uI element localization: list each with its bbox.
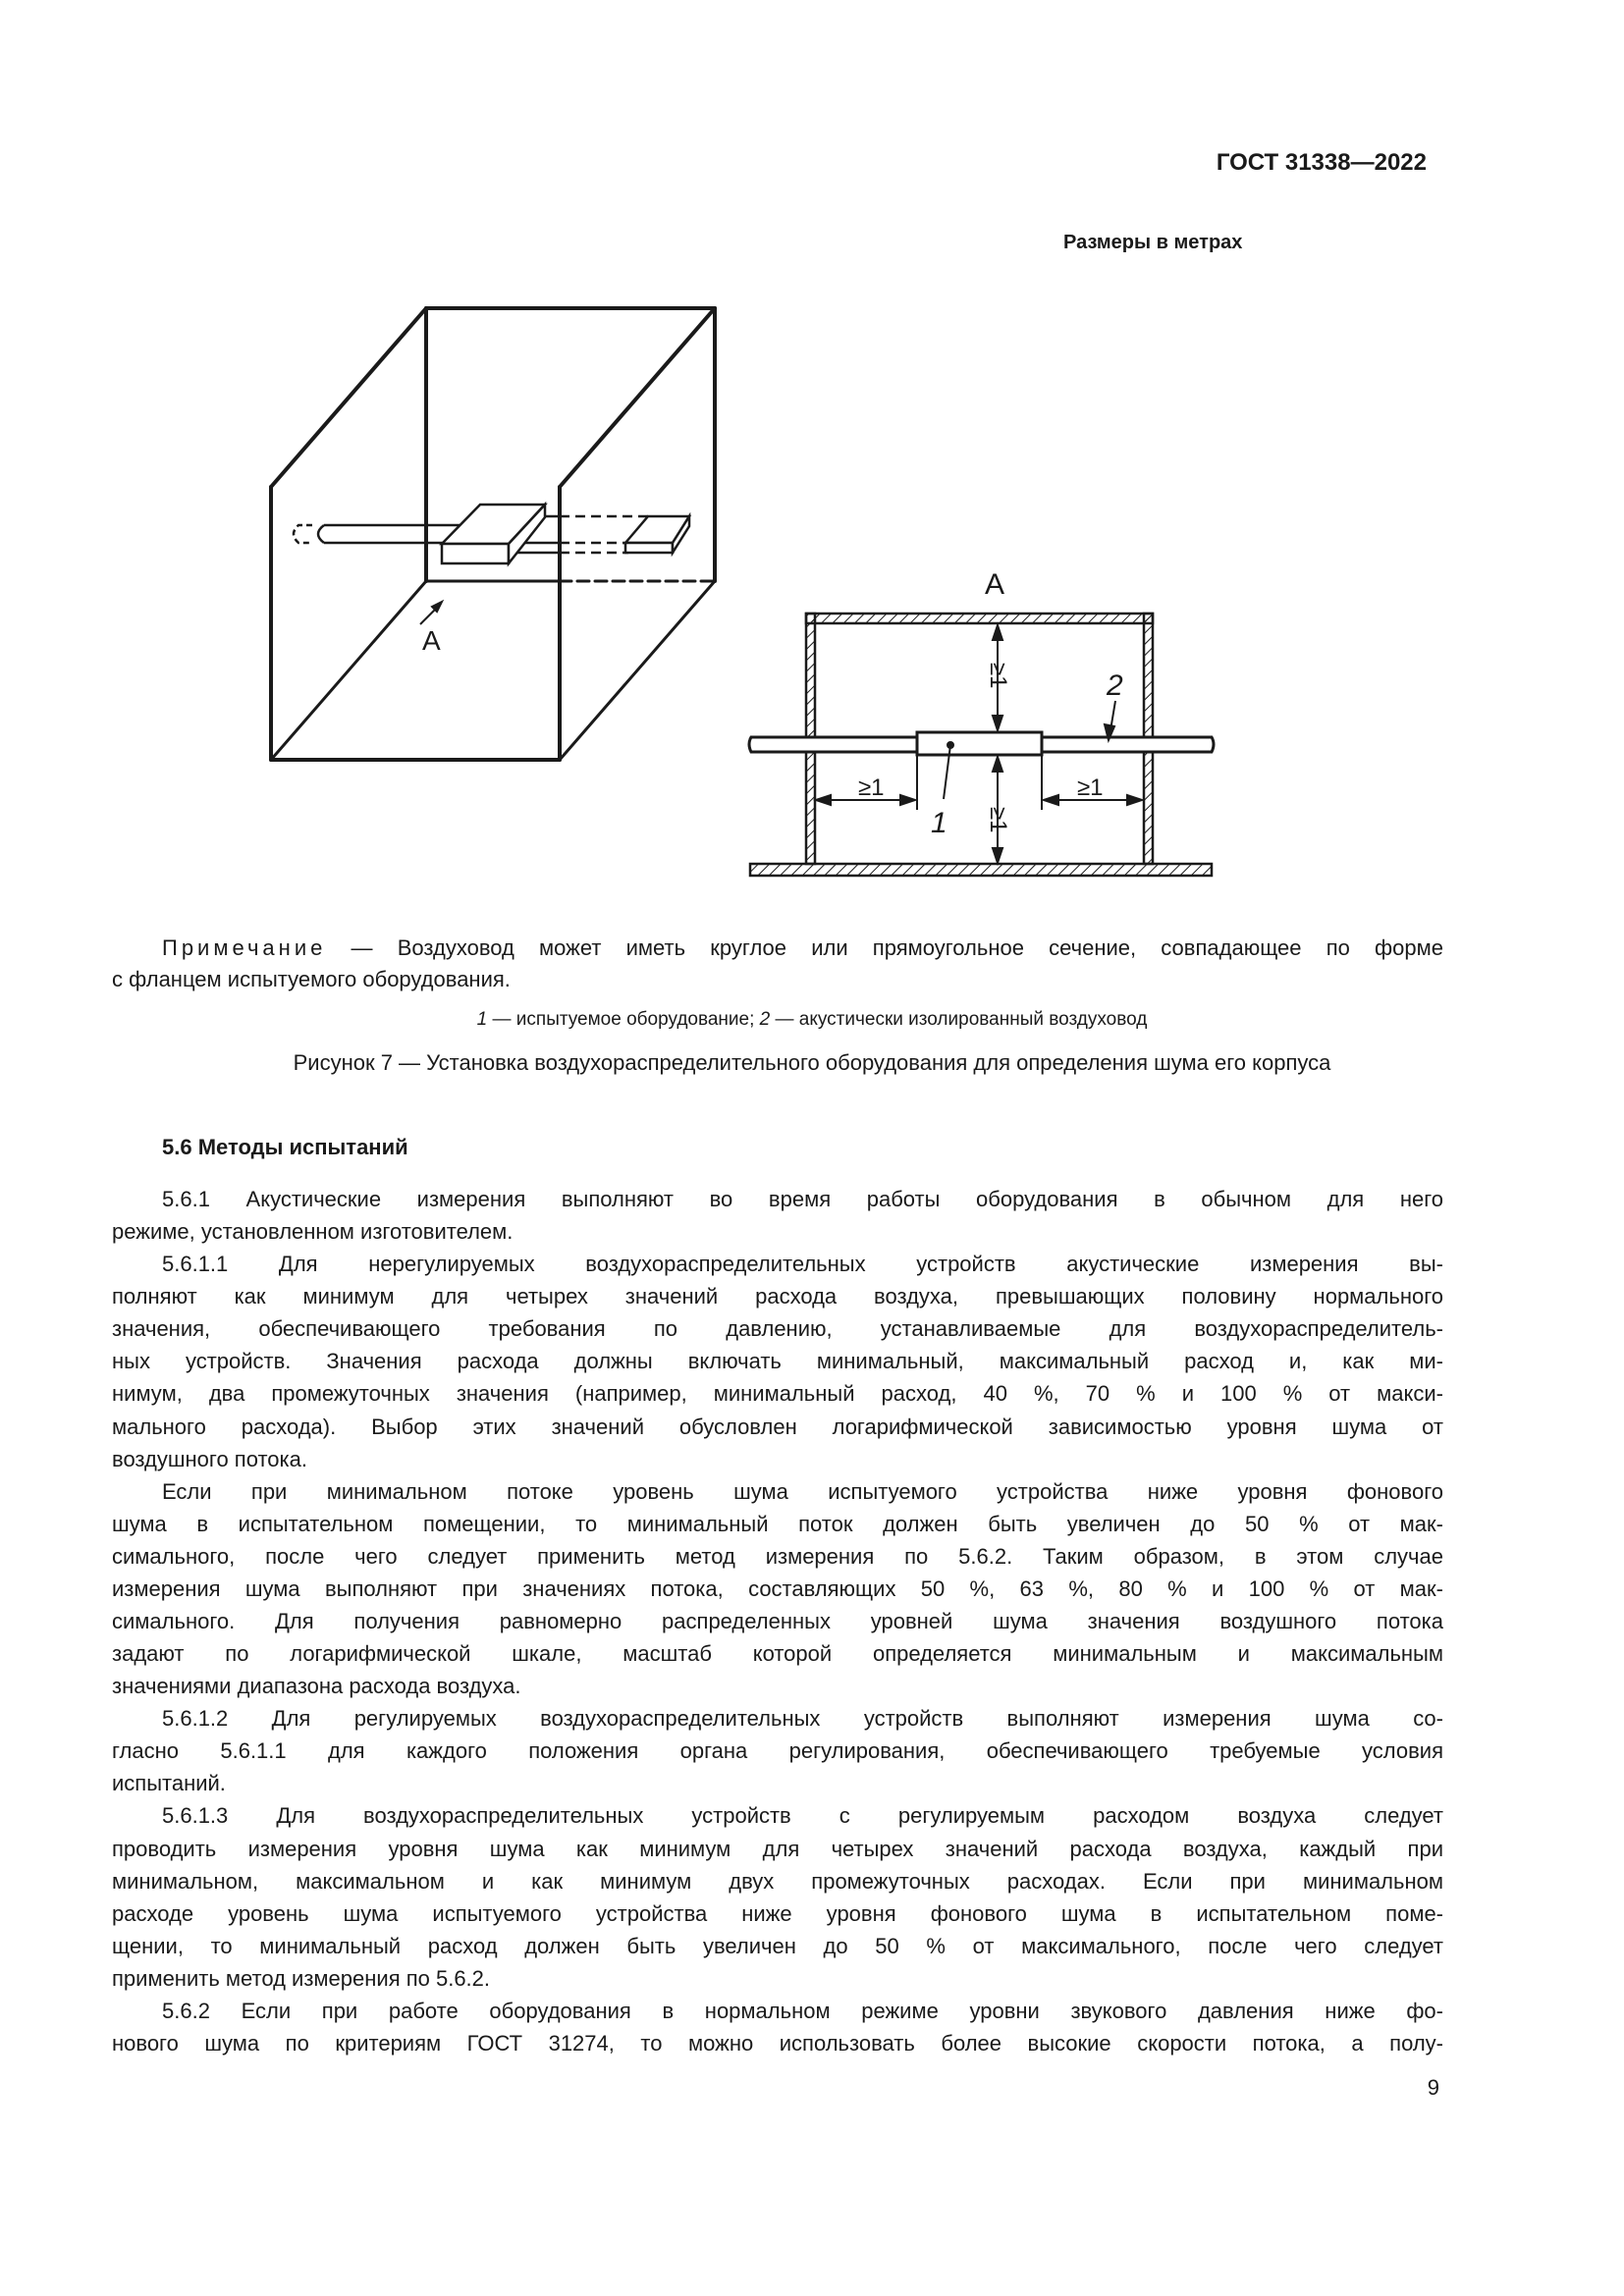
callout-2-label: 2 <box>1107 669 1123 702</box>
paragraph-line: воздушного потока. <box>112 1446 307 1471</box>
paragraph-line: проводить измерения уровня шума как минимум для четырех значений расхода воздуха, каждый при <box>112 1836 1443 1861</box>
paragraph-line: Если при минимальном потоке уровень шума испытуемого устройства ниже уровня фонового <box>162 1478 1443 1504</box>
figure-7-diagram <box>0 0 1624 942</box>
paragraph-line: применить метод измерения по 5.6.2. <box>112 1965 491 1991</box>
paragraph <box>112 1995 1443 2059</box>
figure-caption: Рисунок 7 — Установка воздухораспределительного оборудования для определения шума его корпуса <box>293 1050 1331 1075</box>
paragraph-line: шума в испытательном помещении, то минимальный поток должен быть увеличен до 50 % от мак- <box>112 1511 1443 1536</box>
paragraph-line: значения, обеспечивающего требования по давлению, устанавливаемые для воздухораспределитель- <box>112 1316 1443 1342</box>
note-line-2: с фланцем испытуемого оборудования. <box>112 967 511 991</box>
isometric-duct-and-device <box>294 505 689 563</box>
section-heading: 5.6 Методы испытаний <box>162 1135 408 1159</box>
legend-key-1: 1 <box>476 1009 488 1030</box>
paragraph-line: симального, после чего следует применить метод измерения по 5.6.2. Таким образом, в этом случае <box>112 1543 1443 1569</box>
legend-text-1: — испытуемое оборудование; <box>487 1009 760 1030</box>
paragraph-line: испытаний. <box>112 1771 226 1796</box>
paragraph <box>112 1183 1443 1248</box>
paragraph-line: значениями диапазона расхода воздуха. <box>112 1674 521 1699</box>
view-a-arrow-label: A <box>422 625 441 656</box>
paragraph-line: гласно 5.6.1.1 для каждого положения органа регулирования, обеспечивающего требуемые условия <box>112 1738 1443 1764</box>
figure-legend <box>0 1009 1624 1031</box>
paragraph-line: режиме, установленном изготовителем. <box>112 1219 514 1245</box>
body-text <box>112 1183 1443 2059</box>
paragraph <box>112 1799 1443 1994</box>
callout-1-label: 1 <box>931 807 947 839</box>
paragraph-line: расходе уровень шума испытуемого устройства ниже уровня фонового шума в испытательном поме- <box>112 1900 1443 1926</box>
paragraph-line: 5.6.1.1 Для нерегулируемых воздухораспределительных устройств акустические измерения вы- <box>162 1252 1443 1277</box>
paragraph-line: измерения шума выполняют при значениях потока, составляющих 50 %, 63 %, 80 % и 100 % от мак- <box>112 1575 1443 1601</box>
page-number: 9 <box>1427 2075 1439 2100</box>
dimensions-units-note: Размеры в метрах <box>1063 232 1243 253</box>
paragraph-line: нимум, два промежуточных значения (например, минимальный расход, 40 %, 70 % и 100 % от макси- <box>112 1381 1443 1407</box>
paragraph-line: нового шума по критериям ГОСТ 31274, то можно использовать более высокие скорости потока, а полу- <box>112 2031 1443 2056</box>
dimension-left-label: ≥1 <box>858 774 885 801</box>
paragraph <box>112 1248 1443 1475</box>
figure-note <box>112 933 1443 995</box>
dimension-bottom-label: ≥1 <box>985 807 1011 833</box>
paragraph-line: 5.6.1.3 Для воздухораспределительных устройств с регулируемым расходом воздуха следует <box>162 1803 1443 1829</box>
section-a-title: A <box>985 568 1005 601</box>
paragraph-line: мального расхода). Выбор этих значений обусловлен логарифмической зависимостью уровня шума от <box>112 1414 1443 1439</box>
paragraph-line: ных устройств. Значения расхода должны включать минимальный, максимальный расход и, как ми- <box>112 1349 1443 1374</box>
test-equipment <box>917 732 1042 755</box>
note-text-1: — Воздуховод может иметь круглое или прямоугольное сечение, совпадающее по форме <box>326 935 1443 960</box>
paragraph-line: полняют как минимум для четырех значений расхода воздуха, превышающих половину нормального <box>112 1284 1443 1309</box>
dimension-top-label: ≥1 <box>985 663 1011 689</box>
paragraph-line: минимальном, максимальном и как минимум двух промежуточных расходах. Если при минимальном <box>112 1868 1443 1894</box>
paragraph-line: щении, то минимальный расход должен быть увеличен до 50 % от максимального, после чего следует <box>112 1933 1443 1958</box>
dimension-right-label: ≥1 <box>1077 774 1104 801</box>
paragraph <box>112 1475 1443 1703</box>
legend-text-2: — акустически изолированный воздуховод <box>770 1009 1148 1030</box>
paragraph-line: 5.6.1.2 Для регулируемых воздухораспределительных устройств выполняют измерения шума со- <box>162 1706 1443 1732</box>
paragraph-line: симального. Для получения равномерно распределенных уровней шума значения воздушного потока <box>112 1609 1443 1634</box>
note-label: Примечание <box>162 935 327 960</box>
paragraph <box>112 1702 1443 1799</box>
note-line-1 <box>112 933 1443 964</box>
legend-key-2: 2 <box>759 1009 771 1030</box>
paragraph-line: задают по логарифмической шкале, масштаб которой определяется минимальным и максимальным <box>112 1641 1443 1667</box>
paragraph-line: 5.6.1 Акустические измерения выполняют во время работы оборудования в обычном для него <box>162 1187 1443 1211</box>
document-number: ГОСТ 31338—2022 <box>1216 149 1427 176</box>
view-a-arrow <box>420 602 442 624</box>
paragraph-line: 5.6.2 Если при работе оборудования в нормальном режиме уровни звукового давления ниже фо- <box>162 1998 1443 2023</box>
